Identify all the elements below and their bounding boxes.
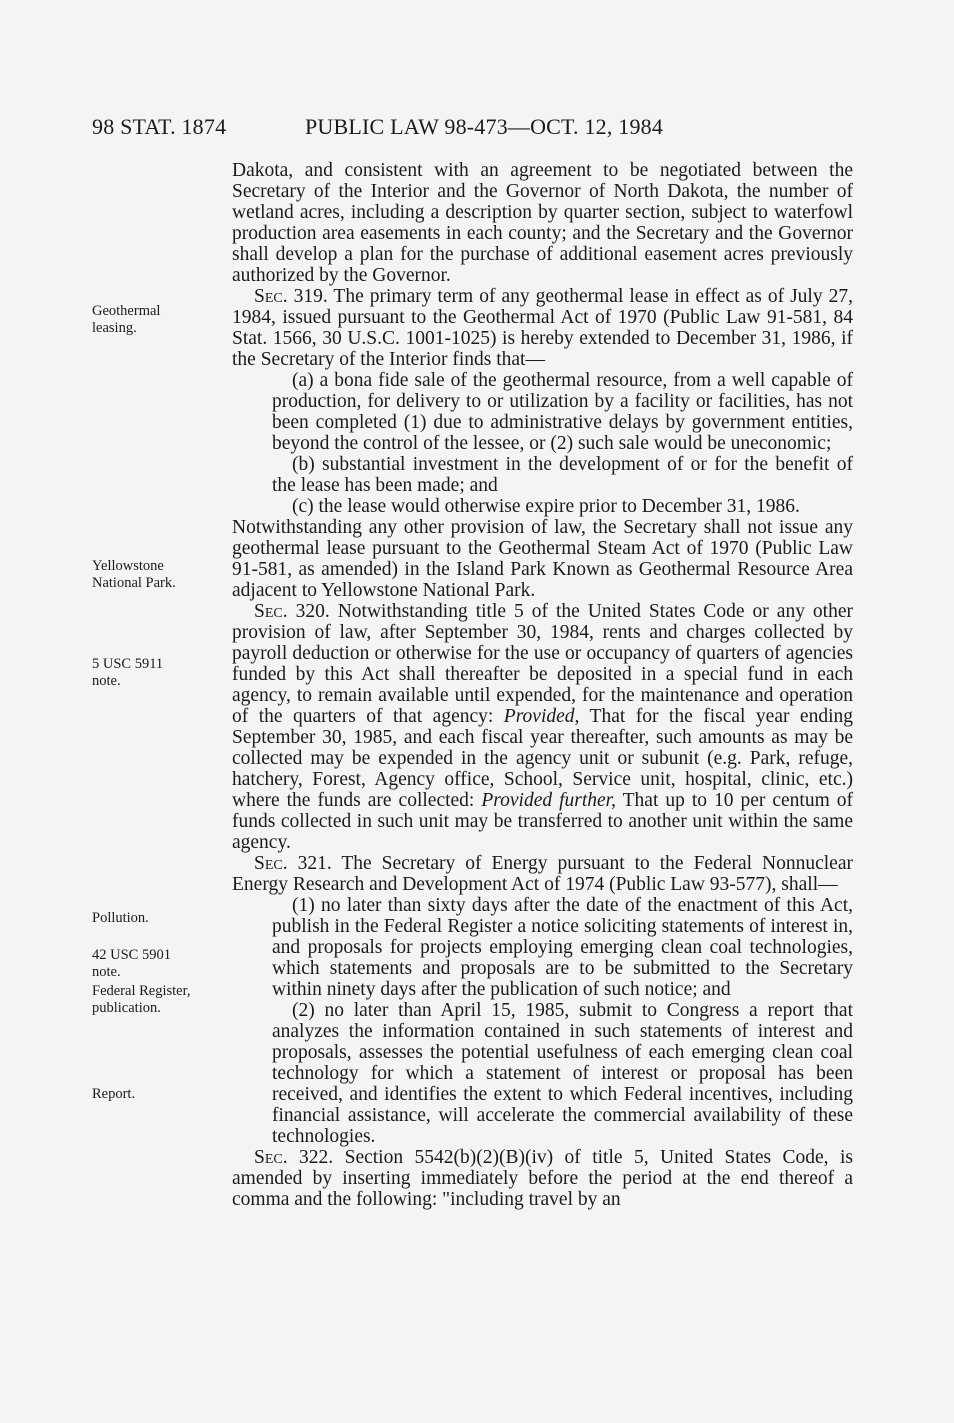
section-322 <box>232 1147 853 1210</box>
section-label: Sec. 320. <box>254 601 330 622</box>
section-text: Notwithstanding title 5 of the United States Code or any other provision of law, after September 30, 1984, rents and charges collected by payroll deduction or otherwise for the use or occupancy of quarters of agencies funded by this Act shall thereafter be deposited in a special fund in each agency, to remain available until expended, for the maintenance and operation of the quarters of that agency: <box>232 601 853 727</box>
section-320 <box>232 601 853 853</box>
section-text: The primary term of any geothermal lease in effect as of July 27, 1984, issued pursuant to the Geothermal Act of 1970 (Public Law 91-581, 84 Stat. 1566, 30 U.S.C. 1001-1025) is hereby extended to December 31, 1986, if the Secretary of the Interior finds that— <box>232 286 853 370</box>
section-319 <box>232 286 853 370</box>
margin-note-yellowstone: Yellowstone National Park. <box>92 558 176 591</box>
section-text: Section 5542(b)(2)(B)(iv) of title 5, United States Code, is amended by inserting immediately before the period at the end thereof a comma and the following: "including travel by an <box>232 1147 853 1210</box>
stat-page-number: 98 STAT. 1874 <box>92 114 227 139</box>
list-item-b: (b) substantial investment in the development of or for the benefit of the lease has been made; and <box>272 454 853 496</box>
public-law-header: PUBLIC LAW 98-473—OCT. 12, 1984 <box>305 114 664 139</box>
provided-italic: Provided, <box>503 706 580 727</box>
list-item-1: (1) no later than sixty days after the date of the enactment of this Act, publish in the Federal Register a notice soliciting statements of interest in, and proposals for projects employing emerging clean coal technologies, which statements and proposals are to be submitted to the Secretary within ninety days after the publication of such notice; and <box>272 895 853 1000</box>
section-text: That up to 10 per centum of funds collected in such unit may be transferred to another unit within the same agency. <box>232 790 854 853</box>
section-text: The Secretary of Energy pursuant to the Federal Nonnuclear Energy Research and Development Act of 1974 (Public Law 93-577), shall— <box>232 853 853 895</box>
margin-note-federal-register: Federal Register, publication. <box>92 983 191 1016</box>
margin-note-usc-5901: 42 USC 5901 note. <box>92 947 171 980</box>
paragraph-intro: Dakota, and consistent with an agreement to be negotiated between the Secretary of the Interior and the Governor of North Dakota, the number of wetland acres, including a description by quarter section, subject to waterfowl production area easements in each county; and the Secretary and the Governor shall develop a plan for the purchase of additional easement acres previously authorized by the Governor. <box>232 160 853 286</box>
margin-note-pollution: Pollution. <box>92 910 149 926</box>
section-label: Sec. 322. <box>254 1147 334 1168</box>
margin-note-geothermal-leasing: Geothermal leasing. <box>92 303 161 336</box>
section-text: That for the fiscal year ending September 30, 1985, and each fiscal year thereafter, such amounts as may be collected may be expended in the agency unit or subunit (e.g. Park, refuge, hatchery, Forest, Agency office, School, Service unit, hospital, clinic, etc.) where the funds are collected: <box>232 706 853 811</box>
body-text <box>232 160 853 1210</box>
list-item-2: (2) no later than April 15, 1985, submit to Congress a report that analyzes the information contained in such statements of interest and proposals, assesses the potential usefulness of each emerging clean coal technology for which a statement of interest or proposal has been received, and identifies the extent to which Federal incentives, including financial assistance, will accelerate the commercial availability of these technologies. <box>272 1000 853 1147</box>
list-item-a: (a) a bona fide sale of the geothermal resource, from a well capable of production, for delivery to or utilization by a facility or facilities, has not been completed (1) due to administrative delays by government entities, beyond the control of the lessee, or (2) such sale would be uneconomic; <box>272 370 853 454</box>
provided-further-italic: Provided further, <box>481 790 616 811</box>
section-label: Sec. 321. <box>254 853 332 874</box>
margin-note-usc-5911: 5 USC 5911 note. <box>92 656 164 689</box>
list-item-c: (c) the lease would otherwise expire prior to December 31, 1986. <box>292 496 800 517</box>
section-label: Sec. 319. <box>254 286 328 307</box>
section-321 <box>232 853 853 895</box>
paragraph-notwithstanding: Notwithstanding any other provision of law, the Secretary shall not issue any geothermal lease pursuant to the Geothermal Steam Act of 1970 (Public Law 91-581, as amended) in the Island Park Known as Geothermal Resource Area adjacent to Yellowstone National Park. <box>232 517 853 601</box>
margin-note-report: Report. <box>92 1086 136 1102</box>
